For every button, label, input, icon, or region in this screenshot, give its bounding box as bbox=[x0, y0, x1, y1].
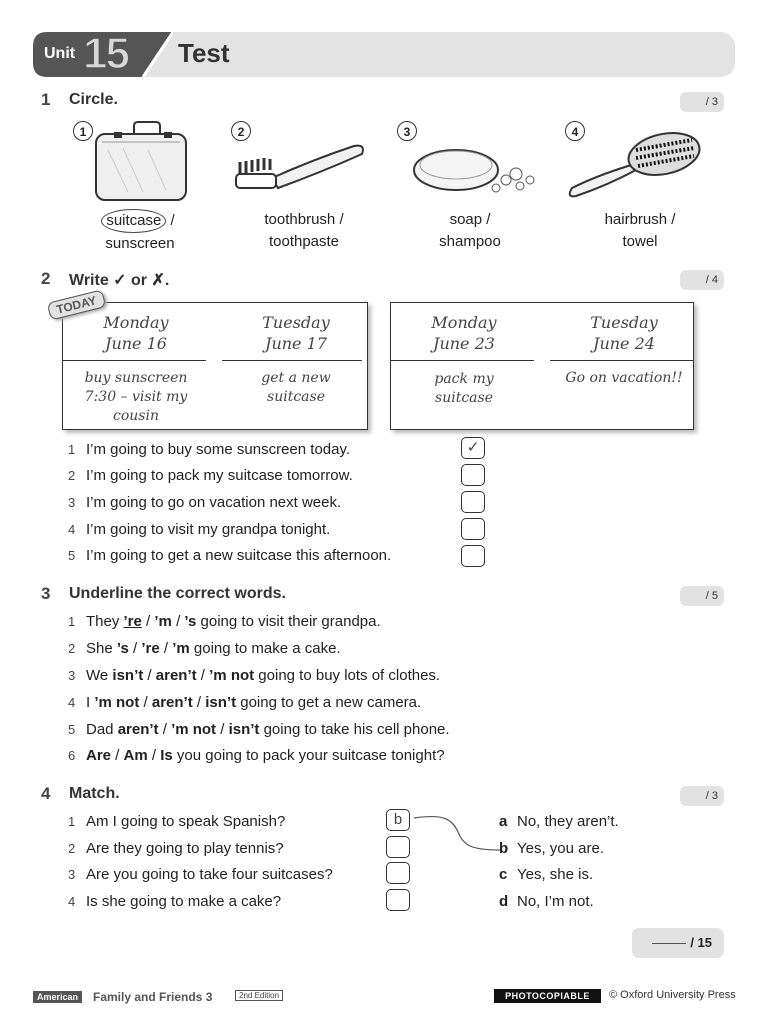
circled-answer[interactable]: suitcase bbox=[101, 209, 166, 233]
calendar-day-heading: Tuesday June 24 bbox=[590, 313, 658, 353]
page-title: Test bbox=[178, 38, 230, 68]
match-line bbox=[412, 812, 502, 854]
divider bbox=[222, 360, 362, 361]
answer-box[interactable]: b bbox=[386, 809, 410, 831]
divider bbox=[390, 360, 534, 361]
list-item: 3 We isn’t / aren’t / ’m not going to buy lots of clothes. bbox=[68, 667, 441, 684]
answer-item: a No, they aren’t. bbox=[499, 813, 619, 830]
option-word[interactable]: isn’t bbox=[205, 694, 237, 711]
divider bbox=[62, 360, 206, 361]
option-word[interactable]: ’m bbox=[172, 640, 190, 657]
calendar-note: pack my suitcase bbox=[434, 371, 494, 406]
answer-box[interactable] bbox=[386, 889, 410, 911]
list-item: 4 I’m going to visit my grandpa tonight. bbox=[68, 521, 331, 538]
list-item: 5 Dad aren’t / ’m not / isn’t going to take his cell phone. bbox=[68, 721, 450, 738]
section2-number: 2 bbox=[41, 269, 51, 288]
hairbrush-image bbox=[566, 128, 702, 200]
calendar-day-heading: Monday June 16 bbox=[103, 313, 169, 353]
option-word[interactable]: isn’t bbox=[228, 721, 260, 738]
item-caption: suitcase / sunscreen bbox=[70, 209, 210, 255]
option-word[interactable]: aren’t bbox=[155, 667, 197, 684]
option-word[interactable]: ’m not bbox=[94, 694, 140, 711]
photocopiable-badge: PHOTOCOPIABLE bbox=[494, 989, 601, 1003]
option-word[interactable]: isn’t bbox=[112, 667, 144, 684]
section3-score: / 5 bbox=[680, 586, 724, 606]
section1-number: 1 bbox=[41, 90, 51, 109]
item-caption: soap / shampoo bbox=[439, 211, 501, 250]
list-item: 3 I’m going to go on vacation next week. bbox=[68, 494, 342, 511]
section2-score: / 4 bbox=[680, 270, 724, 290]
section4-number: 4 bbox=[41, 784, 51, 803]
item-number: 1 bbox=[73, 121, 93, 141]
section4-title: Match. bbox=[69, 785, 120, 802]
calendar-note: get a new suitcase bbox=[261, 370, 331, 405]
answer-box[interactable] bbox=[461, 491, 485, 513]
option-word[interactable]: ’s bbox=[184, 613, 197, 630]
edition-badge: 2nd Edition bbox=[235, 990, 283, 1001]
option-word[interactable]: Is bbox=[160, 747, 173, 764]
option-word[interactable]: Are bbox=[86, 747, 112, 764]
option-word[interactable]: ’m not bbox=[209, 667, 255, 684]
list-item: 2 I’m going to pack my suitcase tomorrow. bbox=[68, 467, 353, 484]
section3-title: Underline the correct words. bbox=[69, 585, 286, 602]
publisher: © Oxford University Press bbox=[609, 989, 736, 1001]
answer-box[interactable] bbox=[386, 836, 410, 858]
list-item: 6 Are / Am / Is you going to pack your suitcase tonight? bbox=[68, 747, 445, 764]
calendar-day-heading: Monday June 23 bbox=[431, 313, 497, 353]
item-number: 2 bbox=[231, 121, 251, 141]
option-word[interactable]: ’s bbox=[116, 640, 129, 657]
question-item: 2 Are they going to play tennis? bbox=[68, 840, 284, 857]
section1-score: / 3 bbox=[680, 92, 724, 112]
answer-box[interactable] bbox=[461, 518, 485, 540]
question-item: 4 Is she going to make a cake? bbox=[68, 893, 282, 910]
american-badge: American bbox=[33, 991, 82, 1003]
list-item: 1 They ’re / ’m / ’s going to visit their grandpa. bbox=[68, 613, 381, 630]
soap-image bbox=[410, 140, 540, 200]
section3-number: 3 bbox=[41, 584, 51, 603]
section2-title: Write ✓ or ✗. bbox=[69, 272, 170, 289]
toothbrush-image bbox=[232, 140, 368, 200]
list-item: 1 I’m going to buy some sunscreen today. bbox=[68, 441, 351, 458]
item-number: 4 bbox=[565, 121, 585, 141]
section4-score: / 3 bbox=[680, 786, 724, 806]
section1-title: Circle. bbox=[69, 91, 118, 108]
list-item: 5 I’m going to get a new suitcase this afternoon. bbox=[68, 547, 392, 564]
item-caption: toothbrush / toothpaste bbox=[264, 211, 344, 250]
answer-box[interactable]: ✓ bbox=[461, 437, 485, 459]
calendar-note: buy sunscreen 7:30 – visit my cousin bbox=[84, 370, 188, 424]
answer-item: c Yes, she is. bbox=[499, 866, 594, 883]
suitcase-image bbox=[88, 120, 192, 204]
calendar-day-heading: Tuesday June 17 bbox=[262, 313, 330, 353]
item-caption: hairbrush / towel bbox=[604, 211, 676, 250]
answer-item: b Yes, you are. bbox=[499, 840, 605, 857]
book-title: Family and Friends 3 bbox=[93, 990, 213, 1004]
option-word[interactable]: ’re bbox=[141, 640, 160, 657]
option-word[interactable]: ’m not bbox=[171, 721, 217, 738]
total-score: / 15 bbox=[632, 928, 724, 958]
unit-number: 15 bbox=[83, 29, 128, 78]
option-word[interactable]: aren’t bbox=[151, 694, 193, 711]
list-item: 2 She ’s / ’re / ’m going to make a cake. bbox=[68, 640, 341, 657]
answer-box[interactable] bbox=[461, 545, 485, 567]
answer-box[interactable] bbox=[461, 464, 485, 486]
option-word[interactable]: Am bbox=[123, 747, 148, 764]
calendar-note: Go on vacation!! bbox=[565, 370, 683, 386]
answer-box[interactable] bbox=[386, 862, 410, 884]
answer-item: d No, I’m not. bbox=[499, 893, 594, 910]
unit-label: Unit bbox=[44, 45, 76, 62]
option-word[interactable]: ’re bbox=[123, 613, 142, 630]
list-item: 4 I ’m not / aren’t / isn’t going to get a new camera. bbox=[68, 694, 422, 711]
item-number: 3 bbox=[397, 121, 417, 141]
today-tag: TODAY bbox=[47, 289, 106, 320]
option-word[interactable]: ’m bbox=[154, 613, 172, 630]
question-item: 1 Am I going to speak Spanish? bbox=[68, 813, 286, 830]
option-word[interactable]: aren’t bbox=[117, 721, 159, 738]
divider bbox=[550, 360, 694, 361]
question-item: 3 Are you going to take four suitcases? bbox=[68, 866, 333, 883]
